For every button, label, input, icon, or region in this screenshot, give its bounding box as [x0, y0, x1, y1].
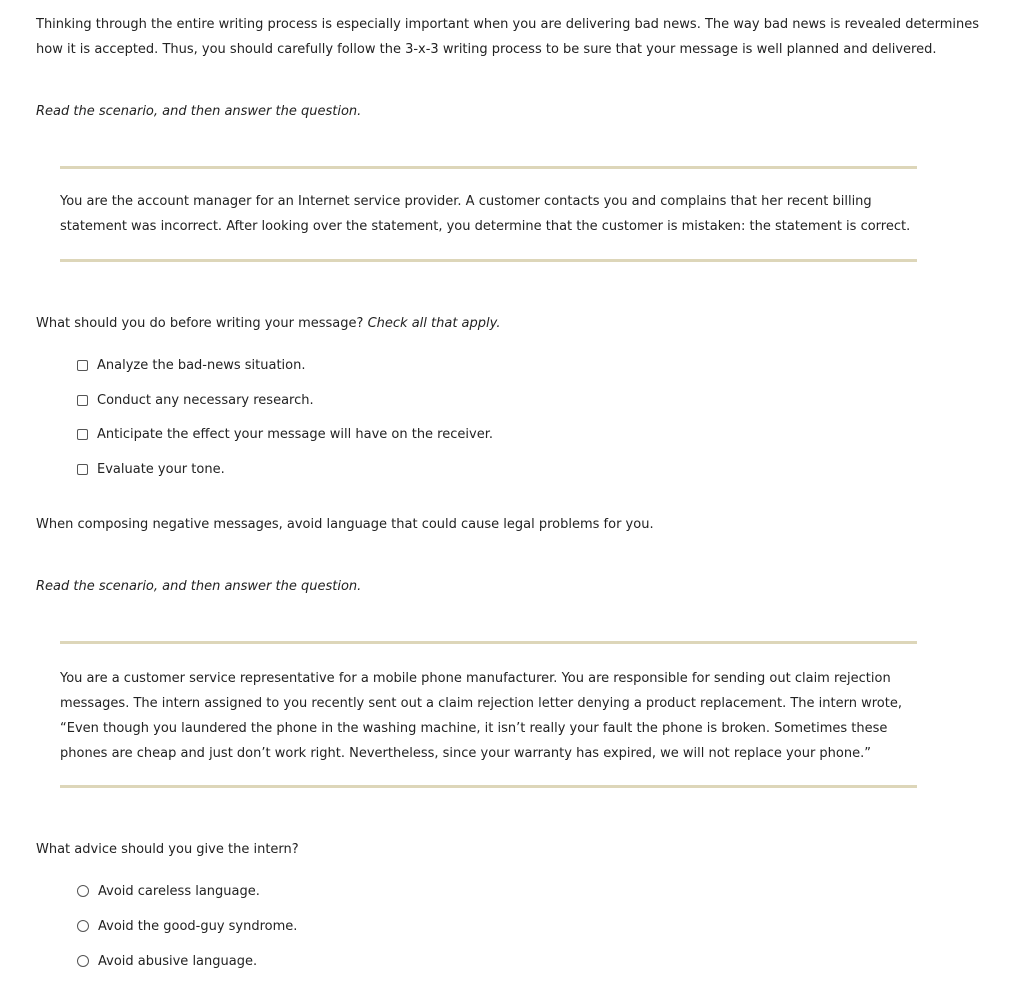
q2-scenario-box	[60, 641, 917, 788]
q1-prompt-hint: Check all that apply.	[367, 316, 501, 331]
q1-option-2[interactable]	[77, 391, 314, 409]
q2-prompt: What advice should you give the intern?	[36, 842, 299, 857]
radio-button[interactable]	[77, 885, 89, 897]
q2-instruction: Read the scenario, and then answer the question.	[36, 579, 362, 594]
checkbox[interactable]	[77, 464, 88, 475]
checkbox[interactable]	[77, 429, 88, 440]
q2-option-1[interactable]	[77, 882, 260, 900]
q2-option-2[interactable]	[77, 917, 297, 935]
q2-scenario-text: You are a customer service representative for a mobile phone manufacturer. You are responsible for sending out claim rejection messages. The intern assigned to you recently sent out a claim rejection letter denying a product replacement. The intern wrote, “Even though you laundered the phone in the washing machine, it isn’t really your fault the phone is broken. Sometimes these phones are cheap and just don’t work right. Nevertheless, since your warranty has expired, we will not replace your phone.”	[60, 671, 902, 761]
q2-option-2-label: Avoid the good-guy syndrome.	[98, 918, 298, 934]
q1-option-2-label: Conduct any necessary research.	[97, 392, 314, 408]
radio-button[interactable]	[77, 920, 89, 932]
q1-scenario-box	[60, 166, 917, 262]
q1-option-3[interactable]	[77, 425, 493, 443]
legal-note: When composing negative messages, avoid language that could cause legal problems for you.	[36, 517, 654, 532]
q2-option-3-label: Avoid abusive language.	[98, 953, 258, 969]
q2-option-1-label: Avoid careless language.	[98, 883, 260, 899]
q1-prompt	[36, 311, 986, 336]
q1-option-3-label: Anticipate the effect your message will have on the receiver.	[97, 426, 493, 442]
q1-option-1-label: Analyze the bad-news situation.	[97, 357, 306, 373]
intro-paragraph: Thinking through the entire writing process is especially important when you are delivering bad news. The way bad news is revealed determines how it is accepted. Thus, you should carefully follow the 3-x-3 writing process to be sure that your message is well planned and delivered.	[36, 17, 980, 57]
q1-prompt-text: What should you do before writing your message?	[36, 316, 364, 331]
q2-option-3[interactable]	[77, 952, 257, 970]
radio-button[interactable]	[77, 955, 89, 967]
checkbox[interactable]	[77, 395, 88, 406]
q1-scenario-text: You are the account manager for an Internet service provider. A customer contacts you and complains that her recent billing statement was incorrect. After looking over the statement, you determine that the customer is mistaken: the statement is correct.	[60, 194, 911, 234]
q1-option-4[interactable]	[77, 460, 225, 478]
q1-option-1[interactable]	[77, 356, 305, 374]
q1-option-4-label: Evaluate your tone.	[97, 461, 225, 477]
q1-instruction: Read the scenario, and then answer the question.	[36, 104, 362, 119]
checkbox[interactable]	[77, 360, 88, 371]
